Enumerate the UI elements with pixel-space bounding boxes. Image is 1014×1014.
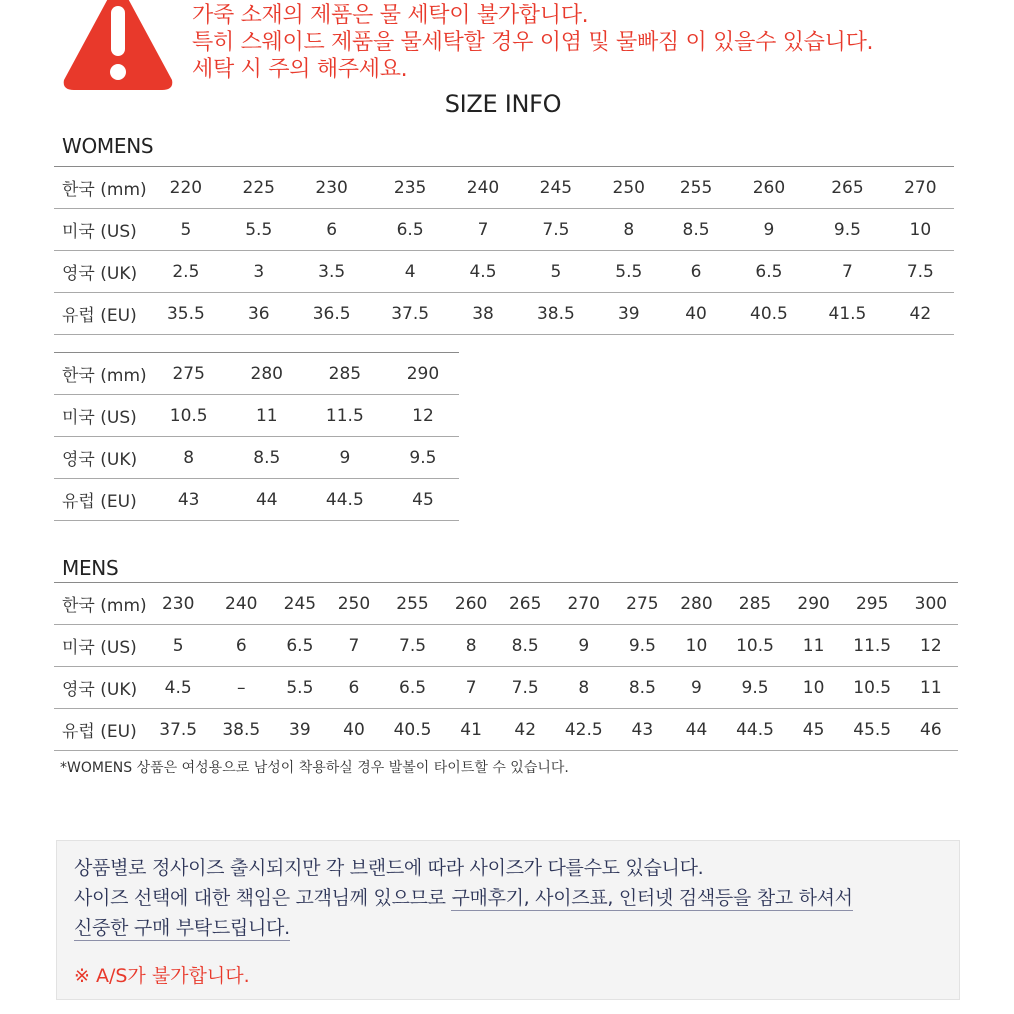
size-cell: 6.5 [371,209,449,251]
womens-size-table-1 [54,166,954,335]
size-cell: 35.5 [147,293,225,335]
size-cell: 8.5 [231,437,303,479]
size-cell: 45 [787,709,841,751]
size-cell: 280 [231,353,303,395]
size-cell: 250 [327,583,381,625]
size-cell: 265 [498,583,552,625]
size-cell: 36 [225,293,292,335]
size-cell: 46 [904,709,958,751]
size-cell: 280 [669,583,723,625]
size-cell: 5.5 [225,209,292,251]
size-cell: 6 [210,625,273,667]
size-cell: 40.5 [381,709,444,751]
size-cell: 7 [444,667,498,709]
size-cell: 10.5 [147,395,231,437]
size-cell: 270 [887,167,954,209]
row-label: 영국 (UK) [54,667,147,709]
row-label: 미국 (US) [54,625,147,667]
size-cell: 8 [552,667,615,709]
size-cell: 7.5 [887,251,954,293]
size-cell: 230 [147,583,210,625]
size-cell: 9.5 [723,667,786,709]
size-cell: 8 [444,625,498,667]
row-label: 유럽 (EU) [54,709,147,751]
row-label: 한국 (mm) [54,353,147,395]
size-cell: 9.5 [808,209,886,251]
size-cell: 43 [615,709,669,751]
row-label: 한국 (mm) [54,583,147,625]
size-cell: 39 [595,293,662,335]
size-cell: 4.5 [147,667,210,709]
notice-underlined-text: 구매후기, 사이즈표, 인터넷 검색등을 참고 하셔서 [451,887,853,909]
size-cell: 250 [595,167,662,209]
size-cell: 6 [292,209,370,251]
size-cell: 7 [808,251,886,293]
size-cell: 220 [147,167,225,209]
size-row [54,395,459,437]
size-cell: 6 [662,251,729,293]
womens-size-table-2 [54,352,459,521]
size-cell: 255 [381,583,444,625]
size-cell: 9.5 [615,625,669,667]
size-cell: 5.5 [595,251,662,293]
size-cell: 8 [595,209,662,251]
size-cell: 6.5 [730,251,808,293]
size-cell: 260 [730,167,808,209]
row-label: 한국 (mm) [54,167,147,209]
size-cell: 9 [669,667,723,709]
size-cell: 10.5 [723,625,786,667]
row-label: 미국 (US) [54,395,147,437]
row-label: 유럽 (EU) [54,479,147,521]
size-cell: 37.5 [147,709,210,751]
size-cell: – [210,667,273,709]
size-cell: 260 [444,583,498,625]
size-cell: 5 [517,251,595,293]
size-cell: 10.5 [841,667,904,709]
size-cell: 37.5 [371,293,449,335]
size-cell: 7.5 [517,209,595,251]
size-cell: 12 [387,395,459,437]
size-cell: 38.5 [517,293,595,335]
size-cell: 41.5 [808,293,886,335]
size-cell: 36.5 [292,293,370,335]
size-cell: 8.5 [662,209,729,251]
size-cell: 290 [787,583,841,625]
size-row [54,209,954,251]
size-cell: 3.5 [292,251,370,293]
size-cell: 285 [723,583,786,625]
size-notice-box [56,840,960,1000]
size-cell: 10 [887,209,954,251]
size-cell: 265 [808,167,886,209]
size-cell: 45.5 [841,709,904,751]
size-cell: 44.5 [723,709,786,751]
row-label: 유럽 (EU) [54,293,147,335]
womens-label: WOMENS [62,134,154,158]
size-cell: 9 [552,625,615,667]
size-cell: 11.5 [303,395,387,437]
size-cell: 12 [904,625,958,667]
size-cell: 2.5 [147,251,225,293]
size-cell: 44 [669,709,723,751]
size-cell: 5 [147,209,225,251]
warning-line: 특히 스웨이드 제품을 물세탁할 경우 이염 및 물빠짐 이 있을수 있습니다. [192,30,874,55]
size-cell: 235 [371,167,449,209]
size-cell: 230 [292,167,370,209]
notice-line [74,883,853,910]
size-cell: 10 [669,625,723,667]
size-cell: 41 [444,709,498,751]
notice-line [74,913,290,940]
size-row [54,437,459,479]
size-cell: 7 [449,209,516,251]
size-cell: 38 [449,293,516,335]
womens-fit-footnote: *WOMENS 상품은 여성용으로 남성이 착용하실 경우 발볼이 타이트할 수 있습니다. [60,760,569,776]
size-cell: 8.5 [498,625,552,667]
size-cell: 245 [273,583,327,625]
size-cell: 40 [327,709,381,751]
size-cell: 11 [231,395,303,437]
size-cell: 285 [303,353,387,395]
size-cell: 6.5 [273,625,327,667]
size-cell: 7.5 [381,625,444,667]
size-cell: 40 [662,293,729,335]
size-cell: 5.5 [273,667,327,709]
warning-line: 세탁 시 주의 해주세요. [192,57,408,82]
size-cell: 42.5 [552,709,615,751]
row-label: 영국 (UK) [54,251,147,293]
size-row [54,625,958,667]
as-not-available-note: ※ A/S가 불가합니다. [74,965,250,987]
size-cell: 4 [371,251,449,293]
mens-size-table [54,582,958,751]
size-cell: 39 [273,709,327,751]
size-cell: 44 [231,479,303,521]
size-cell: 7 [327,625,381,667]
mens-label: MENS [62,556,119,580]
size-cell: 290 [387,353,459,395]
size-cell: 43 [147,479,231,521]
row-label: 미국 (US) [54,209,147,251]
size-cell: 240 [210,583,273,625]
size-cell: 8.5 [615,667,669,709]
size-row [54,353,459,395]
size-row [54,293,954,335]
size-cell: 11 [904,667,958,709]
size-cell: 45 [387,479,459,521]
size-cell: 225 [225,167,292,209]
size-cell: 38.5 [210,709,273,751]
size-cell: 270 [552,583,615,625]
size-row [54,479,459,521]
size-cell: 5 [147,625,210,667]
size-cell: 44.5 [303,479,387,521]
size-row [54,709,958,751]
size-cell: 11 [787,625,841,667]
notice-line: 상품별로 정사이즈 출시되지만 각 브랜드에 따라 사이즈가 다를수도 있습니다. [74,857,704,879]
size-cell: 8 [147,437,231,479]
size-cell: 6 [327,667,381,709]
size-cell: 255 [662,167,729,209]
size-cell: 9.5 [387,437,459,479]
warning-triangle-icon [62,0,174,92]
care-warning [192,2,873,83]
notice-underlined-text: 신중한 구매 부탁드립니다. [74,917,290,939]
size-cell: 295 [841,583,904,625]
size-row [54,667,958,709]
size-cell: 10 [787,667,841,709]
notice-text: 사이즈 선택에 대한 책임은 고객님께 있으므로 [74,887,452,909]
size-cell: 245 [517,167,595,209]
size-info-title: SIZE INFO [444,90,562,118]
size-row [54,251,954,293]
warning-line: 가죽 소재의 제품은 물 세탁이 불가합니다. [192,3,589,28]
row-label: 영국 (UK) [54,437,147,479]
size-cell: 7.5 [498,667,552,709]
size-cell: 3 [225,251,292,293]
size-cell: 275 [147,353,231,395]
size-cell: 6.5 [381,667,444,709]
size-cell: 40.5 [730,293,808,335]
size-cell: 42 [887,293,954,335]
size-cell: 11.5 [841,625,904,667]
size-cell: 9 [730,209,808,251]
size-cell: 42 [498,709,552,751]
size-row [54,167,954,209]
size-row [54,583,958,625]
size-cell: 275 [615,583,669,625]
size-cell: 240 [449,167,516,209]
size-cell: 4.5 [449,251,516,293]
size-cell: 300 [904,583,958,625]
size-cell: 9 [303,437,387,479]
